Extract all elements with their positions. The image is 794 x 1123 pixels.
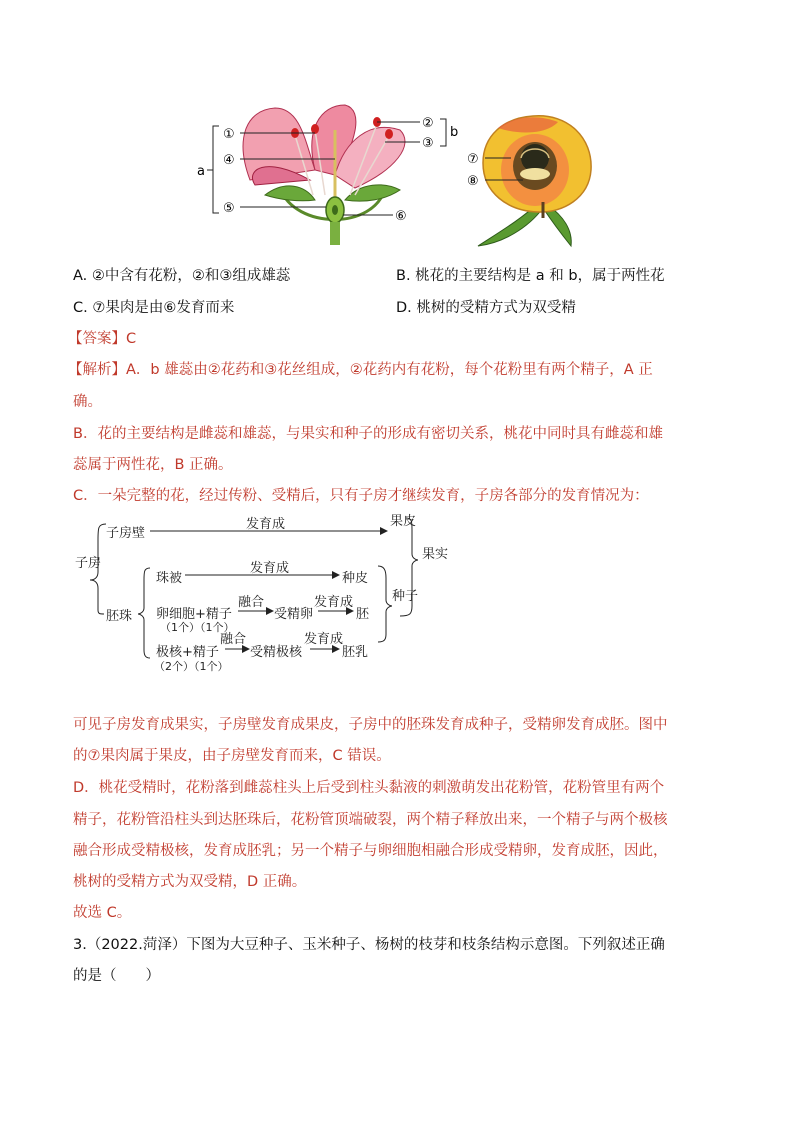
analysis-line-c1: C．一朵完整的花，经过传粉、受精后，只有子房才继续发育，子房各部分的发育情况为： xyxy=(73,488,649,504)
label-4: ④ xyxy=(223,153,235,168)
analysis-line-b2: 蕊属于两性花，B 正确。 xyxy=(73,457,233,473)
answer-value: C xyxy=(126,331,137,347)
answer-tag: 【答案】 xyxy=(68,331,126,347)
diagram-count-1: （1个）（1个） xyxy=(160,621,235,634)
label-7: ⑦ xyxy=(467,152,479,167)
label-1: ① xyxy=(223,127,235,142)
peach-flower-figure xyxy=(195,100,465,250)
diagram-shoujingluan: 受精卵 xyxy=(274,607,314,622)
diagram-pei: 胚 xyxy=(356,607,370,622)
diagram-fayucheng-4: 发育成 xyxy=(304,632,344,647)
diagram-fayucheng-2: 发育成 xyxy=(250,561,290,576)
label-6: ⑥ xyxy=(395,209,407,224)
answer-line xyxy=(68,329,136,349)
diagram-fayucheng-3: 发育成 xyxy=(314,595,354,610)
diagram-guopi: 果皮 xyxy=(390,514,417,529)
diagram-count-2: （2个）（1个） xyxy=(154,660,229,673)
label-a: a xyxy=(197,164,205,179)
diagram-luanxibao: 卵细胞+精子 xyxy=(156,607,232,622)
question-3-line-2: 的是（ ） xyxy=(73,968,160,984)
development-diagram xyxy=(70,510,450,675)
analysis-line-a2: 确。 xyxy=(73,394,102,410)
diagram-ronghe-1: 融合 xyxy=(238,595,265,610)
peach-fruit-figure xyxy=(463,108,603,250)
question-3-line-1: 3.（2022.菏泽）下图为大豆种子、玉米种子、杨树的枝芽和枝条结构示意图。下列叙述正确 xyxy=(73,937,665,953)
diagram-ronghe-2: 融合 xyxy=(220,632,247,647)
label-2: ② xyxy=(422,116,434,131)
option-d: D. 桃树的受精方式为双受精 xyxy=(396,300,576,316)
analysis-line-d4: 桃树的受精方式为双受精，D 正确。 xyxy=(73,874,307,890)
option-c: C. ⑦果肉是由⑥发育而来 xyxy=(73,300,235,316)
analysis-line-a1: 【解析】A．b 雄蕊由②花药和③花丝组成，②花药内有花粉，每个花粉里有两个精子，A 正 xyxy=(68,362,653,378)
analysis-line-b1: B．花的主要结构是雌蕊和雄蕊，与果实和种子的形成有密切关系，桃花中同时具有雌蕊和雄 xyxy=(73,426,663,442)
diagram-zhubei: 珠被 xyxy=(156,571,183,586)
label-3: ③ xyxy=(422,136,434,151)
label-8: ⑧ xyxy=(467,174,479,189)
analysis-line-d3: 融合形成受精极核，发育成胚乳；另一个精子与卵细胞相融合形成受精卵，发育成胚，因此， xyxy=(73,843,668,859)
option-b: B. 桃花的主要结构是 a 和 b，属于两性花 xyxy=(396,268,665,284)
diagram-fayucheng-1: 发育成 xyxy=(246,517,286,532)
diagram-zhongzi: 种子 xyxy=(392,589,419,604)
analysis-tag: 【解析】 xyxy=(68,362,126,378)
diagram-shoujingjihe: 受精极核 xyxy=(250,645,303,660)
diagram-zifang: 子房 xyxy=(75,556,102,571)
diagram-jihe: 极核+精子 xyxy=(156,645,219,660)
option-a: A. ②中含有花粉，②和③组成雄蕊 xyxy=(73,268,291,284)
diagram-guoshi: 果实 xyxy=(422,547,449,562)
label-5: ⑤ xyxy=(223,201,235,216)
analysis-line-c2: 可见子房发育成果实，子房壁发育成果皮，子房中的胚珠发育成种子，受精卵发育成胚。图中 xyxy=(73,717,668,733)
analysis-line-d1: D．桃花受精时，花粉落到雌蕊柱头上后受到柱头黏液的刺激萌发出花粉管，花粉管里有两个 xyxy=(73,780,665,796)
analysis-line-d2: 精子，花粉管沿柱头到达胚珠后，花粉管顶端破裂，两个精子释放出来，一个精子与两个极核 xyxy=(73,812,668,828)
label-b: b xyxy=(450,125,459,140)
diagram-zifangbi: 子房壁 xyxy=(106,526,146,541)
analysis-conclusion: 故选 C。 xyxy=(73,905,132,921)
diagram-peiru: 胚乳 xyxy=(342,645,369,660)
analysis-line-c3: 的⑦果肉属于果皮，由子房壁发育而来，C 错误。 xyxy=(73,748,391,764)
diagram-peizhu: 胚珠 xyxy=(106,609,133,624)
diagram-zhongpi: 种皮 xyxy=(342,571,369,586)
